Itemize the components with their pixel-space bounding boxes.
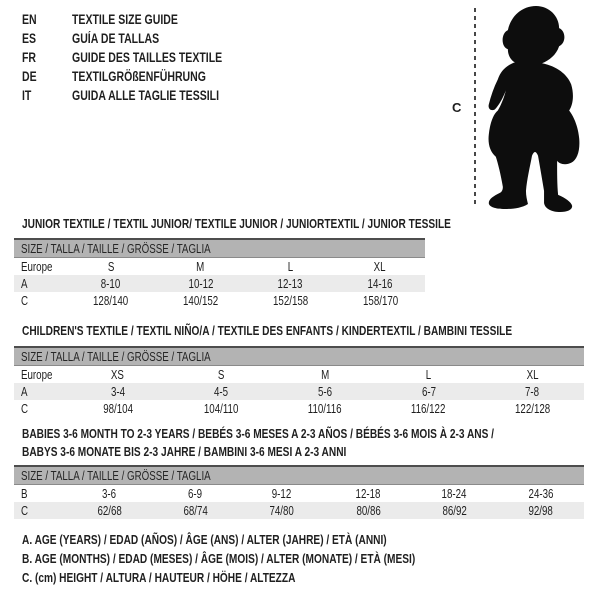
table-cell: 122/128 <box>514 401 550 416</box>
legend-footnotes <box>22 530 526 587</box>
table-cell: 3-4 <box>110 384 125 399</box>
table-cell: 98/104 <box>102 401 133 416</box>
language-code: ES <box>22 31 37 46</box>
table-cell: 110/116 <box>308 401 342 416</box>
language-code: DE <box>22 69 37 84</box>
table-cell: 62/68 <box>96 503 122 518</box>
table-cell: S <box>218 367 225 382</box>
table-cell: 74/80 <box>269 503 295 518</box>
size-header-label: SIZE / TALLA / TAILLE / GRÖSSE / TAGLIA <box>21 241 211 256</box>
table-cell: 7-8 <box>525 384 540 399</box>
row-label: Europe <box>21 367 53 382</box>
junior-size-table <box>14 238 425 309</box>
table-header-row <box>14 347 584 366</box>
row-label: C <box>21 293 29 308</box>
table-row <box>14 485 584 503</box>
table-cell: 4-5 <box>214 384 229 399</box>
table-cell: 104/110 <box>204 401 239 416</box>
size-header-label: SIZE / TALLA / TAILLE / GRÖSSE / TAGLIA <box>21 468 211 483</box>
language-title-list <box>22 10 264 105</box>
table-cell: 68/74 <box>183 503 208 518</box>
table-cell: 140/152 <box>183 293 219 308</box>
row-label: A <box>21 384 28 399</box>
table-cell: 152/158 <box>272 293 308 308</box>
row-label: Europe <box>21 259 53 274</box>
table-row <box>14 258 425 276</box>
row-label: B <box>21 486 28 501</box>
table-cell: 5-6 <box>317 384 333 399</box>
height-measure-label: C <box>452 100 462 115</box>
table-cell: L <box>425 367 432 382</box>
height-dashed-line <box>474 8 476 205</box>
table-cell: 116/122 <box>411 401 446 416</box>
table-header-row <box>14 239 425 258</box>
language-title: GUIDA ALLE TAGLIE TESSILI <box>71 88 219 103</box>
table-row <box>14 400 584 417</box>
table-cell: L <box>287 259 294 274</box>
babies-section-title <box>22 425 494 461</box>
baby-silhouette-icon <box>478 4 590 215</box>
babies-title-line-1: BABIES 3-6 MONTH TO 2-3 YEARS / BEBÉS 3-6 MESES A 2-3 AÑOS / BÉBÉS 3-6 MOIS À 2-3 ANS / <box>22 426 494 441</box>
table-cell: 86/92 <box>442 503 467 518</box>
table-cell: 14-16 <box>367 276 393 291</box>
table-row <box>14 383 584 400</box>
size-header-label: SIZE / TALLA / TAILLE / GRÖSSE / TAGLIA <box>21 349 211 364</box>
language-code: FR <box>22 50 37 65</box>
language-code: IT <box>22 88 32 103</box>
language-code: EN <box>22 12 37 27</box>
table-cell: 24-36 <box>528 486 554 501</box>
language-row <box>22 48 264 67</box>
table-row <box>14 292 425 309</box>
table-cell: 18-24 <box>442 486 467 501</box>
language-row <box>22 10 264 29</box>
table-header-row <box>14 466 584 485</box>
language-row <box>22 29 264 48</box>
table-cell: XS <box>111 367 125 382</box>
language-title: GUIDE DES TAILLES TEXTILE <box>71 50 222 65</box>
table-row <box>14 502 584 519</box>
babies-title-line-2: BABYS 3-6 MONATE BIS 2-3 JAHRE / BAMBINI 3-6 MESI A 2-3 ANNI <box>22 444 347 459</box>
table-cell: 8-10 <box>101 276 121 291</box>
table-cell: XL <box>526 367 539 382</box>
table-cell: 6-7 <box>421 384 436 399</box>
children-section-title: CHILDREN'S TEXTILE / TEXTIL NIÑO/A / TEXTILE DES ENFANTS / KINDERTEXTIL / BAMBINI TESSILE <box>22 323 513 338</box>
children-size-table <box>14 346 584 417</box>
language-row <box>22 67 264 86</box>
babies-size-table <box>14 465 584 519</box>
table-cell: 158/170 <box>362 293 398 308</box>
table-cell: 10-12 <box>188 276 214 291</box>
junior-section-title: JUNIOR TEXTILE / TEXTIL JUNIOR/ TEXTILE JUNIOR / JUNIORTEXTIL / JUNIOR TESSILE <box>22 216 451 231</box>
language-title: GUÍA DE TALLAS <box>71 31 159 46</box>
table-cell: M <box>196 259 205 274</box>
table-cell: 3-6 <box>102 486 117 501</box>
table-cell: 12-18 <box>355 486 381 501</box>
table-cell: 80/86 <box>355 503 381 518</box>
table-row <box>14 366 584 384</box>
language-title: TEXTILGRÖßENFÜHRUNG <box>71 69 206 84</box>
table-cell: 92/98 <box>528 503 554 518</box>
table-cell: 128/140 <box>93 293 129 308</box>
table-cell: S <box>107 259 115 274</box>
footnote-age-months: B. AGE (MONTHS) / EDAD (MESES) / ÂGE (MOIS) / ALTER (MONATE) / ETÀ (MESI) <box>22 551 416 566</box>
language-title: TEXTILE SIZE GUIDE <box>71 12 178 27</box>
baby-height-figure <box>440 0 600 215</box>
row-label: C <box>21 503 29 518</box>
footnote-height-cm: C. (cm) HEIGHT / ALTURA / HAUTEUR / HÖHE / ALTEZZA <box>22 570 296 585</box>
language-row <box>22 86 264 105</box>
table-cell: M <box>320 367 330 382</box>
table-cell: 6-9 <box>188 486 203 501</box>
table-cell: 9-12 <box>272 486 292 501</box>
table-cell: 12-13 <box>277 276 303 291</box>
table-row <box>14 275 425 292</box>
row-label: A <box>21 276 28 291</box>
row-label: C <box>21 401 29 416</box>
table-cell: XL <box>374 259 387 274</box>
footnote-age-years: A. AGE (YEARS) / EDAD (AÑOS) / ÂGE (ANS) / ALTER (JAHRE) / ETÀ (ANNI) <box>22 532 387 547</box>
